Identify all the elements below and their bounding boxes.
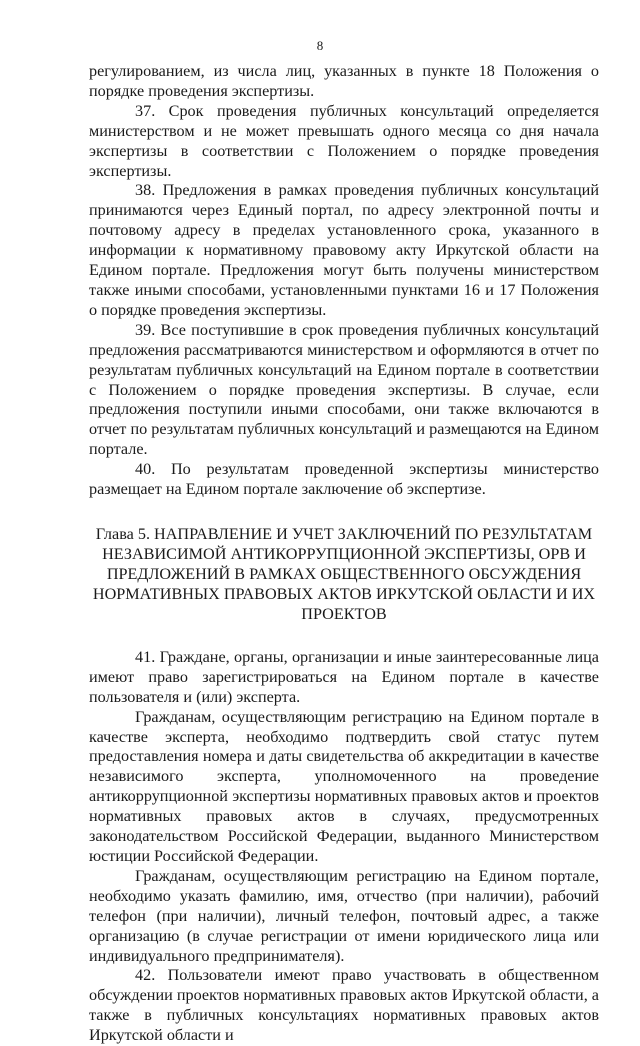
chapter-5-title: Глава 5. НАПРАВЛЕНИЕ И УЧЕТ ЗАКЛЮЧЕНИЙ ПО РЕЗУЛЬТАТАМ НЕЗАВИСИМОЙ АНТИКОРРУПЦИОННОЙ ЭКСПЕРТИЗЫ, ОРВ И ПРЕДЛОЖЕНИЙ В РАМКАХ ОБЩЕСТВЕННОГО ОБСУЖДЕНИЯ НОРМАТИВНЫХ ПРАВОВЫХ АКТОВ ИРКУТСКОЙ ОБЛАСТИ И ИХ ПРОЕКТОВ	[92, 524, 596, 623]
paragraph-37: 37. Срок проведения публичных консультаций определяется министерством и не может превышать одного месяца со дня начала экспертизы в соответствии с Положением о порядке проведения экспертизы.	[89, 101, 599, 180]
paragraph-41-experts: Гражданам, осуществляющим регистрацию на Едином портале в качестве эксперта, необходимо подтвердить свой статус путем предоставления номера и даты свидетельства об аккредитации в качестве независимого эксперта, уполномоченного на проведение антикоррупционной экспертизы нормативных правовых актов и проектов нормативных правовых актов в случаях, предусмотренных законодательством Российской Федерации, выданного Министерством юстиции Российской Федерации.	[89, 707, 599, 865]
paragraph-41-registration: Гражданам, осуществляющим регистрацию на Едином портале, необходимо указать фамилию, имя, отчество (при наличии), рабочий телефон (при наличии), личный телефон, почтовый адрес, а также организацию (в случае регистрации от имени юридического лица или индивидуального предпринимателя).	[89, 866, 599, 965]
paragraph-40: 40. По результатам проведенной экспертизы министерство размещает на Едином портале заключение об экспертизе.	[89, 460, 599, 499]
paragraph-42: 42. Пользователи имеют право участвовать в общественном обсуждении проектов нормативных правовых актов Иркутской области, а также в публичных консультациях нормативных правовых актов Иркутской области и	[89, 966, 599, 1045]
paragraph-38: 38. Предложения в рамках проведения публичных консультаций принимаются через Единый портал, по адресу электронной почты и почтовому адресу в пределах установленного срока, указанного в информации к нормативному правовому акту Иркутской области на Едином портале. Предложения могут быть получены министерством также иными способами, установленными пунктами 16 и 17 Положения о порядке проведения экспертизы.	[89, 181, 599, 319]
document-body	[89, 62, 599, 1046]
paragraph-39: 39. Все поступившие в срок проведения публичных консультаций предложения рассматриваются министерством и оформляются в отчет по результатам публичных консультаций на Едином портале в соответствии с Положением о порядке проведения экспертизы. В случае, если предложения поступили иными способами, они также включаются в отчет по результатам публичных консультаций и размещаются на Едином портале.	[89, 320, 599, 459]
paragraph-continuation: регулированием, из числа лиц, указанных в пункте 18 Положения о порядке проведения экспертизы.	[89, 62, 599, 100]
paragraph-41: 41. Граждане, органы, организации и иные заинтересованные лица имеют право зарегистрироваться на Едином портале в качестве пользователя и (или) эксперта.	[89, 647, 599, 706]
page-number: 8	[316, 38, 324, 53]
